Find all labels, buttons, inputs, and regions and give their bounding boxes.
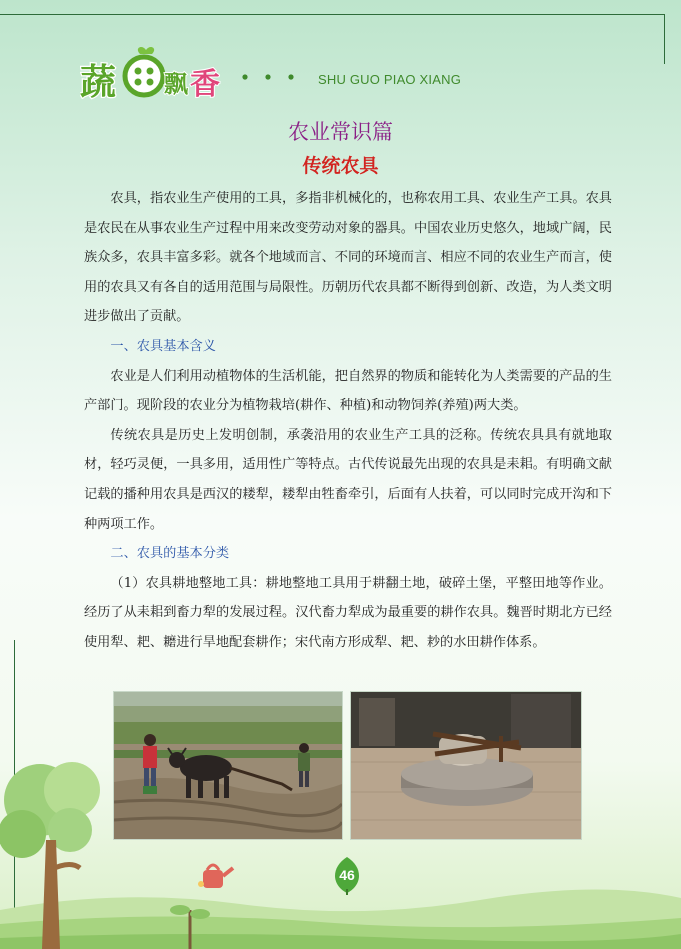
svg-text:蔬: 蔬 (80, 62, 117, 103)
article-title: 传统农具 (302, 155, 379, 177)
paragraph-3: （1）农具耕地整地工具：耕地整地工具用于耕翻土地，破碎土堡，平整田地等作业。经历了从耒耜到畜力犁的发展过程。汉代畜力犁成为最重要的耕作农具。魏晋时期北方已经使用犁、耙、耱进行旱地配套耕作；宋代南方形成犁、耙、耖的水田耕作体系。 (84, 575, 612, 650)
top-border-line (0, 14, 664, 15)
paragraph-1: 农业是人们利用动植物体的生活机能，把自然界的物质和能转化为人类需要的产品的生产部门。现阶段的农业分为植物栽培(耕作、种植)和动物饲养(养殖)两大类。 (84, 368, 612, 414)
tree-decoration (0, 750, 120, 949)
logo (80, 46, 230, 104)
sprout-decoration (160, 890, 220, 949)
section-title: 农业常识篇 (288, 120, 393, 144)
article-body (84, 184, 612, 658)
decorative-dots (240, 70, 310, 84)
photo-stone-mill (350, 691, 582, 840)
paragraph-2: 传统农具是历史上发明创制，承袭沿用的农业生产工具的泛称。传统农具具有就地取材，轻巧灵便，一具多用，适用性广等特点。古代传说最先出现的农具是耒耜。有明确文献记载的播种用农具是西汉的耧犁，耧犁由牲畜牵引，后面有人扶着，可以同时完成开沟和下种两项工作。 (84, 427, 612, 532)
logo-leaf-icon (138, 47, 154, 54)
series-name: SHU GUO PIAO XIANG (318, 72, 462, 87)
svg-text:飘: 飘 (164, 70, 188, 98)
subheading-1: 一、农具基本含义 (110, 338, 216, 354)
watering-can-icon (195, 860, 235, 894)
svg-text:香: 香 (190, 67, 220, 102)
photo-ox-plowing (113, 691, 343, 840)
page-number: 46 (339, 867, 355, 883)
paragraph-intro: 农具，指农业生产使用的工具，多指非机械化的，也称农用工具、农业生产工具。农具是农民在从事农业生产过程中用来改变劳动对象的器具。中国农业历史悠久，地域广阔，民族众多，农具丰富多彩。就各个地域而言、不同的环境而言、相应不同的农业生产而言，使用的农具又有各自的适用范围与局限性。历朝历代农具都不断得到创新、改造，为人类文明进步做出了贡献。 (84, 191, 612, 325)
subheading-2: 二、农具的基本分类 (110, 546, 230, 562)
right-border-line (664, 14, 665, 64)
